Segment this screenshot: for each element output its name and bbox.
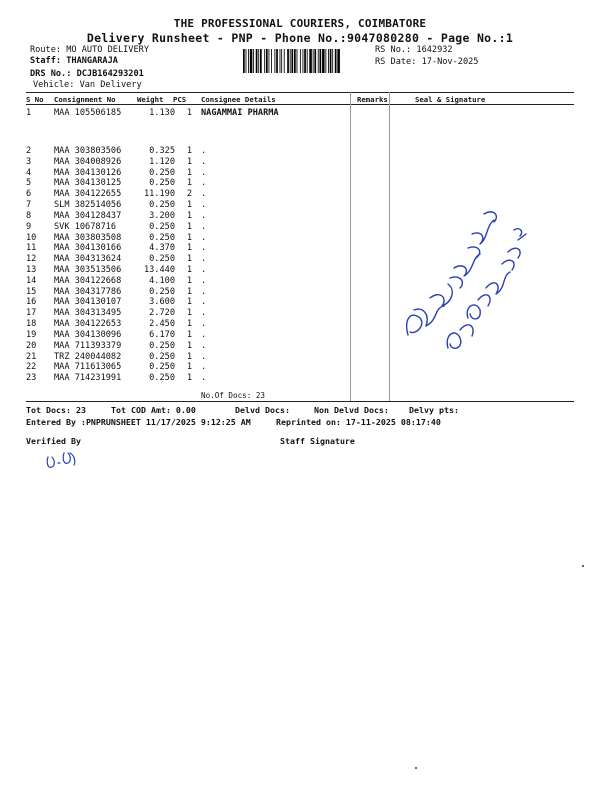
cell-pcs: 2: [186, 189, 192, 200]
cell-sno: 18: [26, 319, 37, 330]
cell-pcs: 1: [186, 265, 192, 276]
barcode-bar: [297, 49, 298, 73]
cell-sno: 16: [26, 297, 37, 308]
barcode-bar: [269, 49, 270, 73]
cell-sno: 19: [26, 329, 37, 340]
cell-sno: 1: [26, 108, 32, 118]
barcode-bar: [303, 49, 304, 73]
cell-cons: MAA 304122653: [54, 319, 122, 330]
cell-details: .: [201, 232, 207, 243]
cell-cons: MAA 304128437: [54, 210, 122, 221]
barcode-bar: [332, 49, 333, 73]
col-header-pcs: PCS: [173, 95, 187, 104]
tot-docs: Tot Docs: 23: [26, 405, 86, 415]
barcode-bar: [330, 49, 332, 73]
stray-mark: [415, 767, 417, 769]
cell-details: .: [201, 265, 207, 276]
cell-sno: 22: [26, 362, 37, 373]
cell-weight: 0.325: [149, 146, 175, 156]
cell-cons: MAA 304130166: [54, 243, 122, 254]
cell-cons: MAA 303803508: [54, 232, 122, 243]
col-header-consignee: Consignee Details: [201, 95, 276, 104]
handwritten-signature: [390, 170, 540, 370]
cell-weight: 0.250: [149, 362, 175, 373]
cell-pcs: 1: [186, 362, 192, 373]
cell-cons: SVK 10678716: [54, 221, 117, 232]
delvy-pts: Delvy pts:: [409, 405, 459, 415]
rs-number: RS No.: 1642932: [375, 45, 453, 55]
cell-details: .: [201, 167, 207, 178]
cell-pcs: 1: [186, 275, 192, 286]
barcode-bar: [322, 49, 325, 73]
cell-details: .: [201, 362, 207, 373]
barcode-bar: [328, 49, 329, 73]
barcode-bar: [325, 49, 326, 73]
barcode-bar: [271, 49, 272, 73]
tot-cod-amt: Tot COD Amt: 0.00: [111, 405, 196, 415]
cell-weight: 1.130: [149, 108, 175, 118]
cell-cons: MAA 304317786: [54, 286, 122, 297]
cell-weight: 0.250: [149, 286, 175, 297]
barcode-bar: [248, 49, 249, 73]
cell-sno: 17: [26, 308, 37, 319]
cell-pcs: 1: [186, 167, 192, 178]
cell-weight: 0.250: [149, 221, 175, 232]
barcode-bar: [291, 49, 293, 73]
barcode-bar: [246, 49, 247, 73]
cell-cons: MAA 711613065: [54, 362, 122, 373]
cell-details: .: [201, 189, 207, 200]
cell-weight: 2.720: [149, 308, 175, 319]
cell-cons: MAA 304130125: [54, 178, 122, 189]
cell-pcs: 1: [186, 373, 192, 384]
barcode-bar: [260, 49, 262, 73]
cell-cons: TRZ 240044082: [54, 351, 122, 362]
rs-date: RS Date: 17-Nov-2025: [375, 57, 479, 67]
barcode-bar: [281, 49, 282, 73]
cell-details: .: [201, 221, 207, 232]
cell-cons: MAA 303803506: [54, 146, 122, 156]
barcode-bar: [274, 49, 275, 73]
cell-details: .: [201, 243, 207, 254]
barcode: [243, 49, 370, 73]
cell-weight: 4.100: [149, 275, 175, 286]
cell-pcs: 1: [186, 221, 192, 232]
cell-details: .: [201, 254, 207, 265]
cell-cons: MAA 304130126: [54, 167, 122, 178]
cell-details: .: [201, 308, 207, 319]
barcode-bar: [266, 49, 268, 73]
cell-cons: MAA 304130096: [54, 329, 122, 340]
cell-weight: 0.250: [149, 167, 175, 178]
cell-details: .: [201, 373, 207, 384]
cell-sno: 7: [26, 200, 32, 211]
cell-pcs: 1: [186, 108, 192, 118]
cell-weight: 13.440: [143, 265, 175, 276]
cell-details: .: [201, 200, 207, 211]
cell-pcs: 1: [186, 286, 192, 297]
cell-weight: 0.250: [149, 200, 175, 211]
cell-cons: SLM 382514056: [54, 200, 122, 211]
cell-details: .: [201, 146, 207, 156]
entered-by: Entered By :PNPRUNSHEET 11/17/2025 9:12:25 AM: [26, 417, 251, 427]
table-header-rule: [26, 104, 574, 105]
cell-weight: 11.190: [143, 189, 175, 200]
cell-sno: 3: [26, 156, 32, 167]
verifier-initials: [40, 445, 90, 475]
cell-details: .: [201, 156, 207, 167]
delvd-docs: Delvd Docs:: [235, 405, 290, 415]
cell-weight: 0.250: [149, 178, 175, 189]
cell-pcs: 1: [186, 308, 192, 319]
cell-pcs: 1: [186, 200, 192, 211]
barcode-bar: [337, 49, 340, 73]
cell-sno: 2: [26, 146, 32, 156]
cell-sno: 4: [26, 167, 32, 178]
cell-weight: 0.250: [149, 373, 175, 384]
barcode-bar: [307, 49, 308, 73]
cell-sno: 8: [26, 210, 32, 221]
cell-details: .: [201, 340, 207, 351]
cell-cons: MAA 304130107: [54, 297, 122, 308]
cell-details: .: [201, 275, 207, 286]
cell-pcs: 1: [186, 351, 192, 362]
cell-pcs: 1: [186, 232, 192, 243]
table-top-rule: [26, 92, 574, 93]
barcode-bar: [335, 49, 337, 73]
cell-sno: 15: [26, 286, 37, 297]
cell-details: .: [201, 286, 207, 297]
col-header-sno: S No: [26, 95, 44, 104]
barcode-bar: [320, 49, 322, 73]
cell-pcs: 1: [186, 146, 192, 156]
cell-cons: MAA 714231991: [54, 373, 122, 384]
barcode-bar: [300, 49, 301, 73]
cell-weight: 0.250: [149, 351, 175, 362]
cell-details: .: [201, 297, 207, 308]
drs-number: DRS No.: DCJB164293201: [30, 69, 144, 79]
cell-details: .: [201, 329, 207, 340]
cell-sno: 20: [26, 340, 37, 351]
cell-sno: 21: [26, 351, 37, 362]
cell-pcs: 1: [186, 156, 192, 167]
no-of-docs: No.Of Docs: 23: [201, 391, 266, 400]
cell-pcs: 1: [186, 243, 192, 254]
col-header-remarks: Remarks: [357, 95, 388, 104]
cell-pcs: 1: [186, 297, 192, 308]
stray-mark: [582, 565, 584, 567]
cell-weight: 3.600: [149, 297, 175, 308]
staff-label: Staff: THANGARAJA: [30, 56, 118, 66]
cell-cons: MAA 304313624: [54, 254, 122, 265]
barcode-bar: [284, 49, 285, 73]
cell-pcs: 1: [186, 254, 192, 265]
column-divider-remarks: [350, 92, 351, 401]
barcode-bar: [309, 49, 312, 73]
col-header-consignment: Consignment No: [54, 95, 116, 104]
barcode-bar: [304, 49, 306, 73]
cell-weight: 3.200: [149, 210, 175, 221]
cell-sno: 14: [26, 275, 37, 286]
barcode-bar: [243, 49, 245, 73]
barcode-bar: [250, 49, 253, 73]
cell-weight: 6.170: [149, 329, 175, 340]
col-header-seal: Seal & Signature: [415, 95, 486, 104]
cell-cons: MAA 304122655: [54, 189, 122, 200]
cell-pcs: 1: [186, 340, 192, 351]
barcode-bar: [313, 49, 314, 73]
col-header-weight: Weight: [137, 95, 164, 104]
cell-cons: MAA 303513506: [54, 265, 122, 276]
cell-weight: 0.250: [149, 340, 175, 351]
vehicle-label: Vehicle: Van Delivery: [33, 80, 142, 90]
cell-sno: 13: [26, 265, 37, 276]
barcode-bar: [318, 49, 319, 73]
cell-details: .: [201, 178, 207, 189]
barcode-bar: [314, 49, 316, 73]
barcode-bar: [256, 49, 258, 73]
barcode-bar: [253, 49, 254, 73]
cell-pcs: 1: [186, 319, 192, 330]
barcode-bar: [290, 49, 291, 73]
cell-pcs: 1: [186, 210, 192, 221]
runsheet-subtitle: Delivery Runsheet - PNP - Phone No.:9047080280 - Page No.:1: [86, 31, 514, 45]
cell-weight: 2.450: [149, 319, 175, 330]
verified-by-label: Verified By: [26, 436, 81, 446]
barcode-bar: [276, 49, 278, 73]
cell-details: .: [201, 210, 207, 221]
table-bottom-rule: [26, 401, 574, 402]
barcode-bar: [287, 49, 289, 73]
barcode-bar: [294, 49, 296, 73]
cell-cons: MAA 711393379: [54, 340, 122, 351]
barcode-bar: [264, 49, 265, 73]
cell-details: NAGAMMAI PHARMA: [201, 108, 279, 118]
staff-signature-label: Staff Signature: [280, 436, 355, 446]
cell-cons: MAA 304008926: [54, 156, 122, 167]
barcode-bar: [280, 49, 281, 73]
company-title: THE PROFESSIONAL COURIERS, COIMBATORE: [173, 17, 427, 30]
cell-pcs: 1: [186, 178, 192, 189]
cell-sno: 23: [26, 373, 37, 384]
cell-sno: 9: [26, 221, 32, 232]
cell-pcs: 1: [186, 329, 192, 340]
barcode-bar: [258, 49, 259, 73]
cell-details: .: [201, 351, 207, 362]
cell-details: .: [201, 319, 207, 330]
cell-sno: 12: [26, 254, 37, 265]
cell-weight: 4.370: [149, 243, 175, 254]
cell-weight: 0.250: [149, 254, 175, 265]
cell-weight: 0.250: [149, 232, 175, 243]
cell-cons: MAA 304313495: [54, 308, 122, 319]
non-delvd-docs: Non Delvd Docs:: [314, 405, 389, 415]
cell-sno: 5: [26, 178, 32, 189]
cell-sno: 10: [26, 232, 37, 243]
reprinted-on: Reprinted on: 17-11-2025 08:17:40: [276, 417, 441, 427]
route-label: Route: MO AUTO DELIVERY: [30, 45, 149, 55]
cell-cons: MAA 105506185: [54, 108, 122, 118]
cell-sno: 11: [26, 243, 37, 254]
cell-weight: 1.120: [149, 156, 175, 167]
cell-sno: 6: [26, 189, 32, 200]
cell-cons: MAA 304122668: [54, 275, 122, 286]
